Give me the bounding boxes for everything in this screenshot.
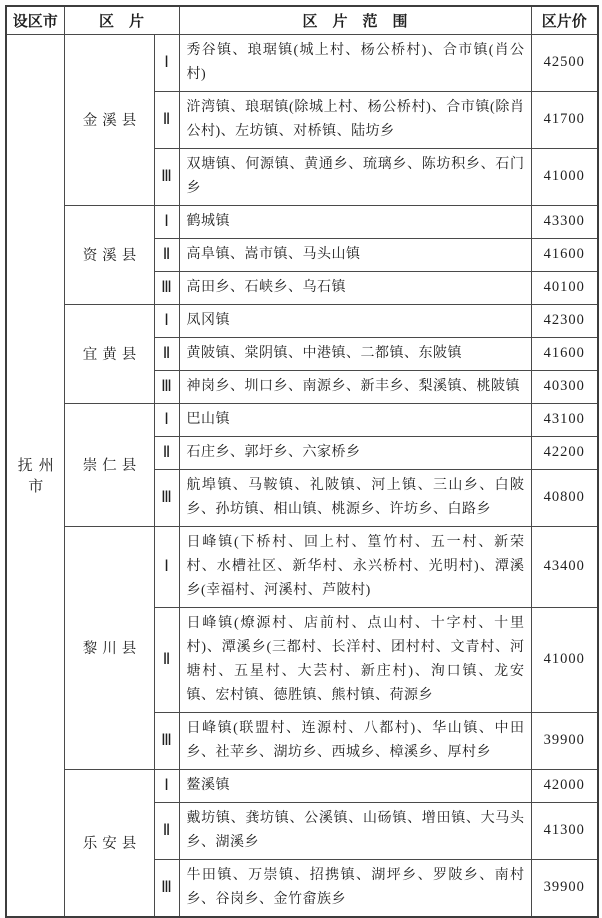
header-price: 区片价 [531, 6, 598, 34]
zone-scope-cell: 黄陂镇、棠阴镇、中港镇、二都镇、东陂镇 [179, 337, 531, 370]
zone-scope-cell: 牛田镇、万崇镇、招携镇、湖坪乡、罗陂乡、南村乡、谷岗乡、金竹畲族乡 [179, 859, 531, 917]
county-cell: 黎川县 [64, 526, 154, 769]
zone-numeral-cell: Ⅲ [154, 712, 179, 769]
header-city: 设区市 [6, 6, 64, 34]
zone-numeral-cell: Ⅲ [154, 469, 179, 526]
land-price-table [5, 5, 599, 918]
zone-numeral-cell: Ⅰ [154, 403, 179, 436]
zone-price-cell: 41000 [531, 148, 598, 205]
zone-numeral-cell: Ⅰ [154, 205, 179, 238]
zone-numeral-cell: Ⅱ [154, 91, 179, 148]
zone-price-cell: 42300 [531, 304, 598, 337]
zone-scope-cell: 巴山镇 [179, 403, 531, 436]
zone-numeral-cell: Ⅲ [154, 370, 179, 403]
zone-price-cell: 43100 [531, 403, 598, 436]
zone-scope-cell: 航埠镇、马鞍镇、礼陂镇、河上镇、三山乡、白陂乡、孙坊镇、相山镇、桃源乡、许坊乡、白路乡 [179, 469, 531, 526]
zone-numeral-cell: Ⅱ [154, 337, 179, 370]
zone-scope-cell: 日峰镇(下桥村、回上村、篁竹村、五一村、新荣村、水槽社区、新华村、永兴桥村、光明村)、潭溪乡(幸福村、河溪村、芦陂村) [179, 526, 531, 607]
zone-numeral-cell: Ⅱ [154, 436, 179, 469]
zone-scope-cell: 高田乡、石峡乡、乌石镇 [179, 271, 531, 304]
table-row [6, 403, 598, 436]
county-cell: 资溪县 [64, 205, 154, 304]
zone-scope-cell: 日峰镇(联盟村、连源村、八都村)、华山镇、中田乡、社苹乡、湖坊乡、西城乡、樟溪乡、厚村乡 [179, 712, 531, 769]
zone-numeral-cell: Ⅱ [154, 238, 179, 271]
table-row [6, 526, 598, 607]
zone-scope-cell: 鹤城镇 [179, 205, 531, 238]
zone-numeral-cell: Ⅲ [154, 148, 179, 205]
zone-price-cell: 42500 [531, 34, 598, 91]
county-cell: 宜黄县 [64, 304, 154, 403]
zone-numeral-cell: Ⅰ [154, 304, 179, 337]
table-row [6, 205, 598, 238]
zone-price-cell: 43400 [531, 526, 598, 607]
county-cell: 金溪县 [64, 34, 154, 205]
table-header [6, 6, 598, 34]
table-row [6, 304, 598, 337]
header-row [6, 6, 598, 34]
zone-scope-cell: 凤冈镇 [179, 304, 531, 337]
zone-numeral-cell: Ⅰ [154, 769, 179, 802]
zone-price-cell: 40300 [531, 370, 598, 403]
zone-scope-cell: 双塘镇、何源镇、黄通乡、琉璃乡、陈坊积乡、石门乡 [179, 148, 531, 205]
zone-price-cell: 41600 [531, 337, 598, 370]
zone-price-cell: 39900 [531, 712, 598, 769]
county-cell: 乐安县 [64, 769, 154, 917]
zone-scope-cell: 石庄乡、郭圩乡、六家桥乡 [179, 436, 531, 469]
zone-numeral-cell: Ⅱ [154, 802, 179, 859]
zone-scope-cell: 高阜镇、嵩市镇、马头山镇 [179, 238, 531, 271]
header-scope: 区 片 范 围 [179, 6, 531, 34]
table-row [6, 769, 598, 802]
zone-price-cell: 41600 [531, 238, 598, 271]
zone-scope-cell: 浒湾镇、琅琚镇(除城上村、杨公桥村)、合市镇(除肖公村)、左坊镇、对桥镇、陆坊乡 [179, 91, 531, 148]
zone-price-cell: 39900 [531, 859, 598, 917]
zone-numeral-cell: Ⅰ [154, 526, 179, 607]
zone-scope-cell: 戴坊镇、龚坊镇、公溪镇、山砀镇、增田镇、大马头乡、湖溪乡 [179, 802, 531, 859]
zone-price-cell: 43300 [531, 205, 598, 238]
table-body [6, 34, 598, 917]
header-zone: 区 片 [64, 6, 179, 34]
zone-scope-cell: 神岗乡、圳口乡、南源乡、新丰乡、梨溪镇、桃陂镇 [179, 370, 531, 403]
zone-numeral-cell: Ⅲ [154, 271, 179, 304]
table-row [6, 34, 598, 91]
zone-price-cell: 41700 [531, 91, 598, 148]
zone-price-cell: 42200 [531, 436, 598, 469]
zone-price-cell: 41300 [531, 802, 598, 859]
zone-scope-cell: 鳌溪镇 [179, 769, 531, 802]
county-cell: 崇仁县 [64, 403, 154, 526]
zone-scope-cell: 秀谷镇、琅琚镇(城上村、杨公桥村)、合市镇(肖公村) [179, 34, 531, 91]
zone-price-cell: 42000 [531, 769, 598, 802]
zone-numeral-cell: Ⅰ [154, 34, 179, 91]
zone-numeral-cell: Ⅱ [154, 607, 179, 712]
zone-numeral-cell: Ⅲ [154, 859, 179, 917]
zone-price-cell: 40100 [531, 271, 598, 304]
zone-price-cell: 40800 [531, 469, 598, 526]
zone-scope-cell: 日峰镇(燎源村、店前村、点山村、十字村、十里村)、潭溪乡(三都村、长洋村、团村村、文青村、河塘村、五星村、大芸村、新庄村)、洵口镇、龙安镇、宏村镇、德胜镇、熊村镇、荷源乡 [179, 607, 531, 712]
zone-price-cell: 41000 [531, 607, 598, 712]
city-cell: 抚州市 [6, 34, 64, 917]
